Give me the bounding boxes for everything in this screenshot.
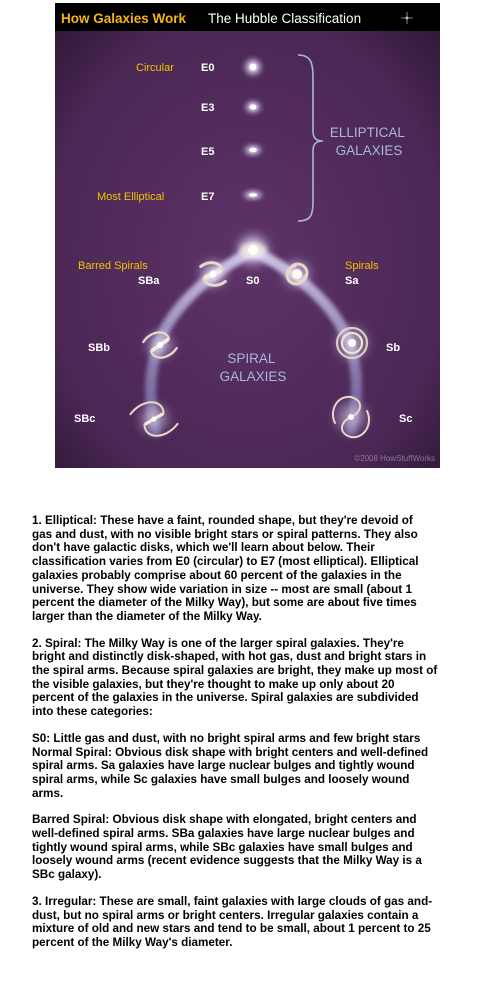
label-sba: SBa	[138, 275, 160, 287]
paragraph-barred-spiral: Barred Spiral: Obvious disk shape with elongated, bright centers and well-defined spiral arms. SBa galaxies have large nuclear bulges and tightly wound spiral arms, while SBc galaxies have small bulges and loosely wound arms (recent evidence suggests that the Milky Way is a SBc galaxy).	[32, 813, 422, 882]
galaxy-sb	[330, 321, 374, 365]
descriptor-circular: Circular	[136, 62, 174, 74]
galaxy-s0	[233, 230, 273, 270]
paragraph-elliptical: 1. Elliptical: These have a faint, rounded shape, but they're devoid of gas and dust, with no visible bright stars or spiral patterns. They also don't have galactic disks, which we'll learn about below. Their classification varies from E0 (circular) to E7 (most elliptical). Elliptical galaxies probably comprise about 60 percent of the galaxies in the universe. They show wide variation in size -- most are small (about 1 percent the diameter of the Milky Way), but some are about five times larger than the diameter of the Milky Way.	[32, 514, 419, 623]
descriptor-spirals: Spirals	[345, 260, 379, 272]
label-sb: Sb	[386, 342, 401, 354]
label-e7: E7	[201, 191, 215, 203]
diagram-subtitle: The Hubble Classification	[208, 11, 362, 26]
descriptor-most-elliptical: Most Elliptical	[97, 191, 165, 203]
galaxy-e3	[243, 99, 263, 115]
paragraph-spiral: 2. Spiral: The Milky Way is one of the larger spiral galaxies. They're bright and distinctly disk-shaped, with hot gas, dust and bright stars in the spiral arms. Because spiral galaxies are bright, they make up most of the visible galaxies, but they're thought to make up only about 20 percent of the galaxies in the universe. Spiral galaxies are subdivided into these categories:	[32, 636, 438, 719]
galaxy-e5	[242, 143, 264, 157]
galaxy-e0	[242, 56, 264, 78]
spiral-label-line1: SPIRAL	[227, 351, 275, 366]
label-sc: Sc	[399, 413, 413, 425]
paragraph-irregular: 3. Irregular: These are small, faint galaxies with large clouds of gas and- dust, but no spiral arms or bright centers. Irregular galaxies contain a mixture of old and new stars and tend to be small, about 1 percent to 25 percent of the Milky Way's diameter.	[32, 894, 433, 949]
label-sa: Sa	[345, 275, 359, 287]
label-sbc: SBc	[74, 413, 96, 425]
label-e5: E5	[201, 146, 215, 158]
label-e0: E0	[201, 62, 215, 74]
label-e3: E3	[201, 102, 215, 114]
galaxy-sc	[329, 395, 373, 439]
copyright: ©2008 HowStuffWorks	[354, 454, 435, 463]
label-sbb: SBb	[88, 342, 110, 354]
label-s0: S0	[246, 275, 260, 287]
elliptical-label-line2: GALAXIES	[335, 143, 403, 158]
elliptical-label-line1: ELLIPTICAL	[329, 125, 405, 140]
spiral-label-line2: GALAXIES	[219, 369, 287, 384]
hubble-classification-diagram	[55, 3, 440, 468]
descriptor-barred-spirals: Barred Spirals	[78, 260, 148, 272]
classification-description	[32, 514, 472, 950]
paragraph-spiral-categories: S0: Little gas and dust, with no bright spiral arms and few bright stars Normal Spiral: Obvious disk shape with bright centers and well-defined spiral arms. Sa galaxies have large nuclear bulges and tightly wound spiral arms, while Sc galaxies have small bulges and loosely wound arms.	[32, 731, 429, 800]
site-title: How Galaxies Work	[61, 11, 187, 26]
galaxy-sa	[279, 256, 315, 292]
galaxy-e7	[241, 189, 265, 201]
